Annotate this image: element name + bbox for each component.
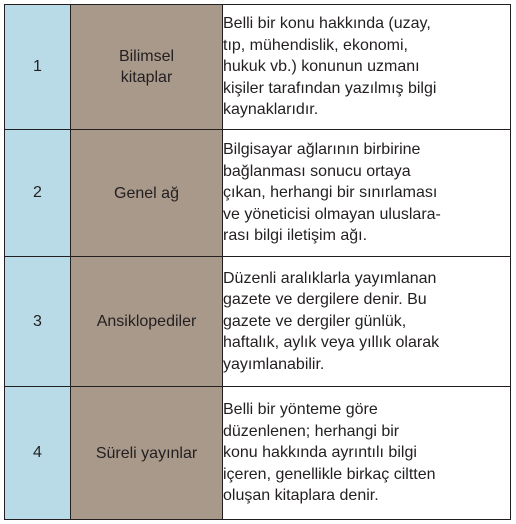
definition-line: ve yöneticisi olmayan uluslara- <box>223 205 441 223</box>
definition-line: Belli bir konu hakkında (uzay, <box>223 15 431 33</box>
term-cell <box>71 387 223 520</box>
definition-line: hukuk vb.) konunun uzmanı <box>223 58 420 76</box>
row-number: 1 <box>5 5 71 130</box>
term-cell <box>71 130 223 257</box>
definition-line: Düzenli aralıklarla yayımlanan <box>223 269 437 287</box>
term-line: Genel ağ <box>114 184 179 202</box>
definition-line: içeren, genellikle birkaç ciltten <box>223 465 436 483</box>
definition-line: Belli bir yönteme göre <box>223 401 378 419</box>
definition-line: düzenlenen; herhangi bir <box>223 422 400 440</box>
definition-line: gazete ve dergiler günlük, <box>223 312 407 330</box>
term-line: Süreli yayınlar <box>95 444 198 462</box>
term-line: kitaplar <box>120 69 173 86</box>
definition-line: rası bilgi iletişim ağı. <box>223 227 368 245</box>
definition-cell <box>223 130 511 257</box>
row-number: 3 <box>5 257 71 387</box>
definition-line: gazete ve dergilere denir. Bu <box>223 291 427 309</box>
definition-cell <box>223 5 511 130</box>
definition-line: bağlanması sonucu ortaya <box>223 162 411 180</box>
definition-line: konu hakkında ayrıntılı bilgi <box>223 444 417 462</box>
matching-table <box>4 4 511 520</box>
term-line: Ansiklopediler <box>96 313 197 330</box>
definition-line: çıkan, herhangi bir sınırlaması <box>223 184 438 202</box>
term-cell <box>71 5 223 130</box>
definition-line: kaynaklarıdır. <box>223 101 319 119</box>
table-row <box>5 257 511 387</box>
definition-line: tıp, mühendislik, ekonomi, <box>223 36 408 54</box>
definition-line: Bilgisayar ağlarının birbirine <box>223 141 421 159</box>
table-row <box>5 130 511 257</box>
definition-line: oluşan kitaplara denir. <box>223 487 379 505</box>
row-number: 4 <box>5 387 71 520</box>
table-row <box>5 387 511 520</box>
term-cell <box>71 257 223 387</box>
definition-line: haftalık, aylık veya yıllık olarak <box>223 334 440 352</box>
definition-line: kişiler tarafından yazılmış bilgi <box>223 79 437 97</box>
row-number: 2 <box>5 130 71 257</box>
definition-cell <box>223 257 511 387</box>
definition-cell <box>223 387 511 520</box>
table-row <box>5 5 511 130</box>
term-line: Bilimsel <box>118 48 175 65</box>
definition-line: yayımlanabilir. <box>223 355 325 373</box>
